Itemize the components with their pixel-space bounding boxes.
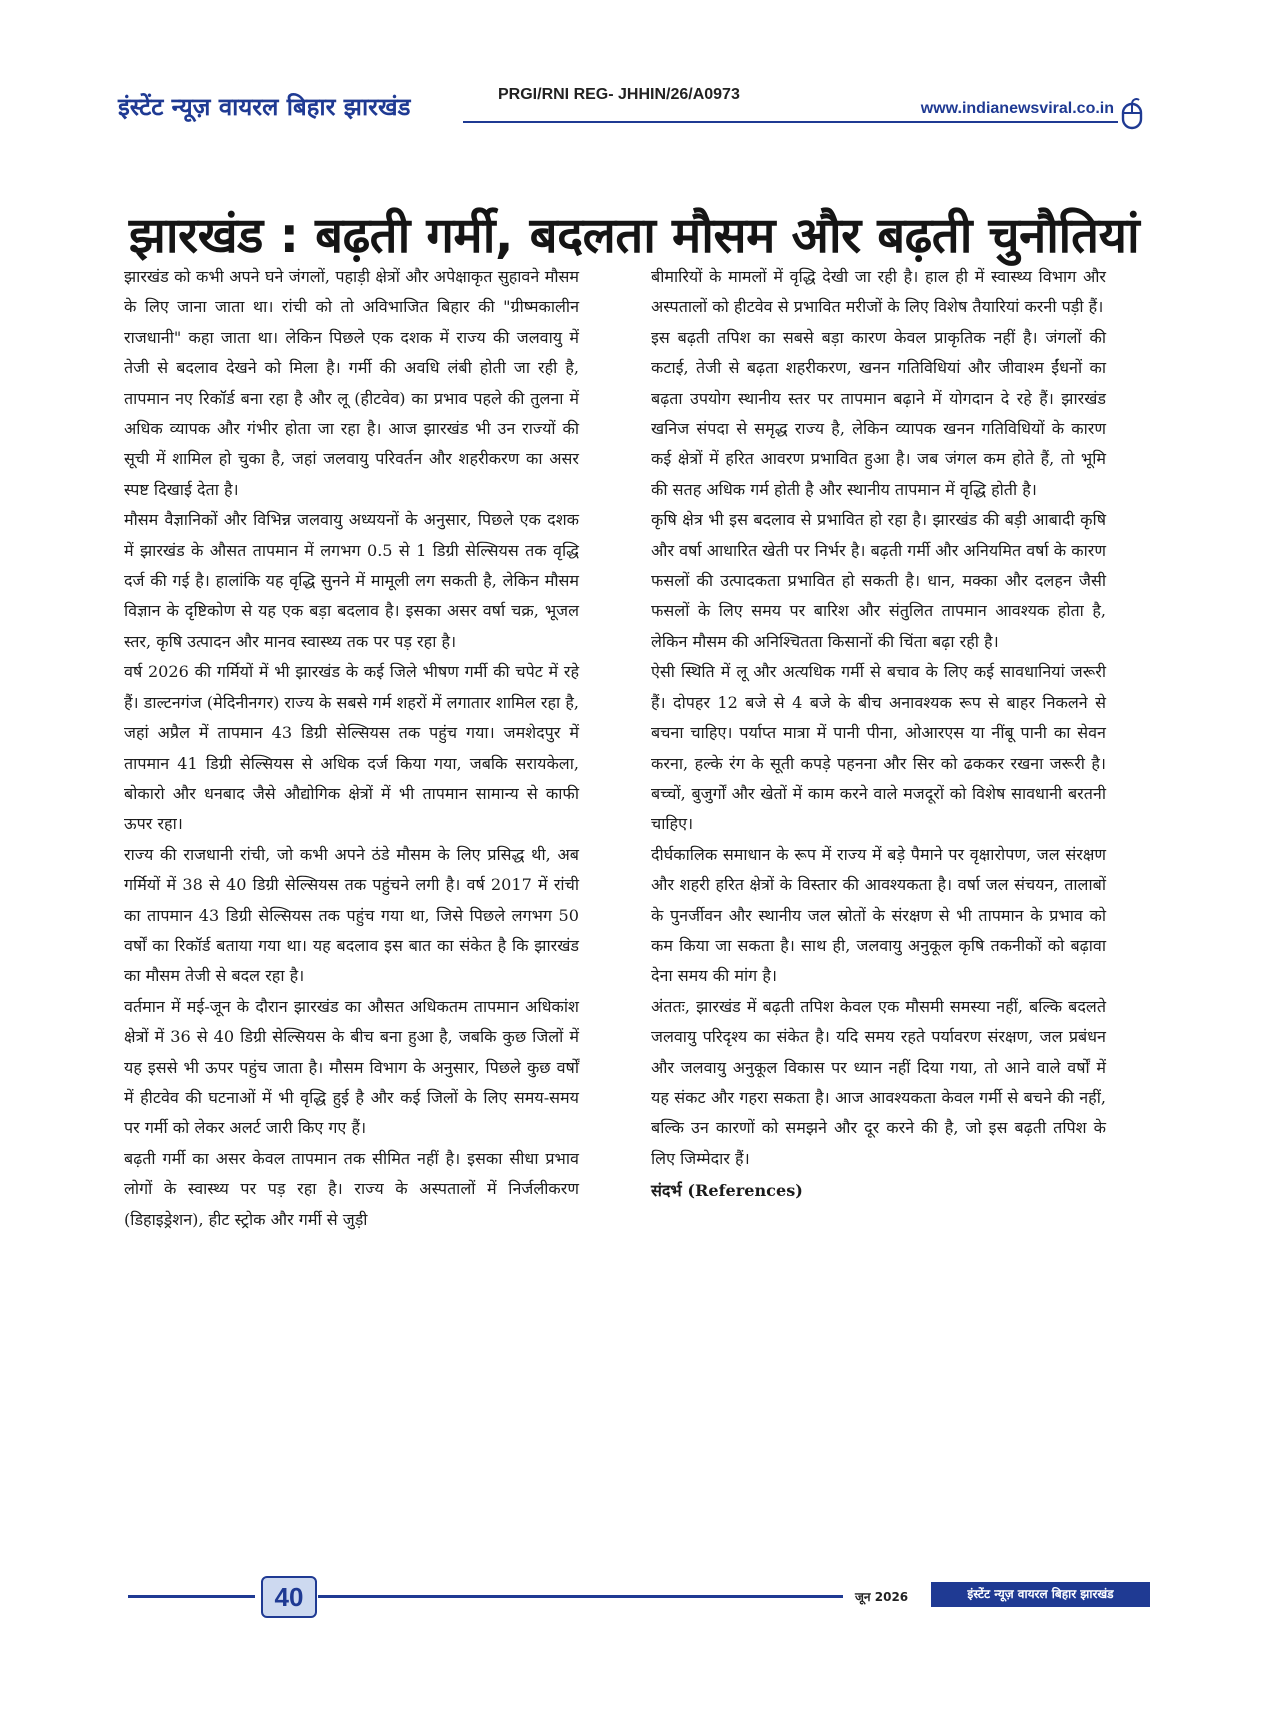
article-paragraph: इस बढ़ती तपिश का सबसे बड़ा कारण केवल प्राकृतिक नहीं है। जंगलों की कटाई, तेजी से बढ़ता शहरीकरण, खनन गतिविधियां और जीवाश्म ईंधनों का बढ़ता उपयोग स्थानीय स्तर पर तापमान बढ़ाने में योगदान दे रहे हैं। झारखंड खनिज संपदा से समृद्ध राज्य है, लेकिन व्यापक खनन गतिविधियों के कारण कई क्षेत्रों में हरित आवरण प्रभावित हुआ है। जब जंगल कम होते हैं, तो भूमि की सतह अधिक गर्म होती है और स्थानीय तापमान में वृद्धि होती है। [651, 327, 1106, 499]
article-paragraph: झारखंड को कभी अपने घने जंगलों, पहाड़ी क्षेत्रों और अपेक्षाकृत सुहावने मौसम के लिए जाना जाता था। रांची को तो अविभाजित बिहार की "ग्रीष्मकालीन राजधानी" कहा जाता था। लेकिन पिछले एक दशक में राज्य की जलवायु में तेजी से बदलाव देखने को मिला है। गर्मी की अवधि लंबी होती जा रही है, तापमान नए रिकॉर्ड बना रहा है और लू (हीटवेव) का प्रभाव पहले की तुलना में अधिक व्यापक और गंभीर होता जा रहा है। आज झारखंड भी उन राज्यों की सूची में शामिल हो चुका है, जहां जलवायु परिवर्तन और शहरीकरण का असर स्पष्ट दिखाई देता है। [124, 267, 579, 499]
issue-date: जून 2026 [855, 1590, 909, 1604]
article-paragraph: वर्ष 2026 की गर्मियों में भी झारखंड के कई जिले भीषण गर्मी की चपेट में रहे हैं। डाल्टनगंज (मेदिनीनगर) राज्य के सबसे गर्म शहरों में लगातार शामिल रहा है, जहां अप्रैल में तापमान 43 डिग्री सेल्सियस तक पहुंच गया। जमशेदपुर में तापमान 41 डिग्री सेल्सियस से अधिक दर्ज किया गया, जबकि सरायकेला, बोकारो और धनबाद जैसे औद्योगिक क्षेत्रों में भी तापमान सामान्य से काफी ऊपर रहा। [124, 662, 579, 834]
footer-divider-right [318, 1595, 843, 1598]
masthead [118, 86, 1148, 132]
references-heading: संदर्भ (References) [651, 1181, 803, 1201]
article-paragraph: बीमारियों के मामलों में वृद्धि देखी जा रही है। हाल ही में स्वास्थ्य विभाग और अस्पतालों को हीटवेव से प्रभावित मरीजों के लिए विशेष तैयारियां करनी पड़ी हैं। [651, 267, 1106, 317]
article-paragraph: राज्य की राजधानी रांची, जो कभी अपने ठंडे मौसम के लिए प्रसिद्ध थी, अब गर्मियों में 38 से 40 डिग्री सेल्सियस तक पहुंचने लगी है। वर्ष 2017 में रांची का तापमान 43 डिग्री सेल्सियस तक पहुंच गया था, जिसे पिछले लगभग 50 वर्षों का रिकॉर्ड बताया गया था। यह बदलाव इस बात का संकेत है कि झारखंड का मौसम तेजी से बदल रहा है। [124, 844, 579, 986]
website-link[interactable]: www.indianewsviral.co.in [920, 100, 1114, 117]
footer-brand: इंस्टेंट न्यूज़ वायरल बिहार झारखंड [931, 1582, 1150, 1607]
article-paragraph: ऐसी स्थिति में लू और अत्यधिक गर्मी से बचाव के लिए कई सावधानियां जरूरी हैं। दोपहर 12 बजे से 4 बजे के बीच अनावश्यक रूप से बाहर निकलने से बचना चाहिए। पर्याप्त मात्रा में पानी पीना, ओआरएस या नींबू पानी का सेवन करना, हल्के रंग के सूती कपड़े पहनना और सिर को ढककर रखना जरूरी है। बच्चों, बुजुर्गों और खेतों में काम करने वाले मजदूरों को विशेष सावधानी बरतनी चाहिए। [651, 662, 1106, 834]
masthead-divider [463, 121, 1118, 123]
article-paragraph: मौसम वैज्ञानिकों और विभिन्न जलवायु अध्ययनों के अनुसार, पिछले एक दशक में झारखंड के औसत तापमान में लगभग 0.5 से 1 डिग्री सेल्सियस तक वृद्धि दर्ज की गई है। हालांकि यह वृद्धि सुनने में मामूली लग सकती है, लेकिन मौसम विज्ञान के दृष्टिकोण से यह एक बड़ा बदलाव है। इसका असर वर्षा चक्र, भूजल स्तर, कृषि उत्पादन और मानव स्वास्थ्य तक पर पड़ रहा है। [124, 510, 579, 651]
article-column-left [124, 262, 579, 1235]
footer-divider-left [128, 1595, 255, 1598]
masthead-brand: इंस्टेंट न्यूज़ वायरल बिहार झारखंड [118, 93, 411, 121]
article-paragraph: अंततः, झारखंड में बढ़ती तपिश केवल एक मौसमी समस्या नहीं, बल्कि बदलते जलवायु परिदृश्य का संकेत है। यदि समय रहते पर्यावरण संरक्षण, जल प्रबंधन और जलवायु अनुकूल विकास पर ध्यान नहीं दिया गया, तो आने वाले वर्षों में यह संकट और गहरा सकता है। आज आवश्यकता केवल गर्मी से बचने की नहीं, बल्कि उन कारणों को समझने और दूर करने की है, जो इस बढ़ती तपिश के लिए जिम्मेदार हैं। [651, 996, 1106, 1168]
computer-mouse-icon [1120, 96, 1144, 130]
article-paragraph: दीर्घकालिक समाधान के रूप में राज्य में बड़े पैमाने पर वृक्षारोपण, जल संरक्षण और शहरी हरित क्षेत्रों के विस्तार की आवश्यकता है। वर्षा जल संचयन, तालाबों के पुनर्जीवन और स्थानीय जल स्रोतों के संरक्षण से भी तापमान के प्रभाव को कम किया जा सकता है। साथ ही, जलवायु अनुकूल कृषि तकनीकों को बढ़ावा देना समय की मांग है। [651, 844, 1106, 986]
article-column-right [651, 262, 1106, 1207]
article-paragraph: वर्तमान में मई-जून के दौरान झारखंड का औसत अधिकतम तापमान अधिकांश क्षेत्रों में 36 से 40 डिग्री सेल्सियस के बीच बना हुआ है, जबकि कुछ जिलों में यह इससे भी ऊपर पहुंच जाता है। मौसम विभाग के अनुसार, पिछले कुछ वर्षों में हीटवेव की घटनाओं में भी वृद्धि हुई है और कई जिलों के लिए समय-समय पर गर्मी को लेकर अलर्ट जारी किए गए हैं। [124, 996, 579, 1138]
page-number: 40 [261, 1576, 317, 1618]
article-paragraph: कृषि क्षेत्र भी इस बदलाव से प्रभावित हो रहा है। झारखंड की बड़ी आबादी कृषि और वर्षा आधारित खेती पर निर्भर है। बढ़ती गर्मी और अनियमित वर्षा के कारण फसलों की उत्पादकता प्रभावित हो सकती है। धान, मक्का और दलहन जैसी फसलों के लिए समय पर बारिश और संतुलित तापमान आवश्यक होता है, लेकिन मौसम की अनिश्चितता किसानों की चिंता बढ़ा रही है। [651, 510, 1106, 651]
article-title: झारखंड : बढ़ती गर्मी, बदलता मौसम और बढ़ती चुनौतियां [128, 206, 1140, 264]
registration-number: PRGI/RNI REG- JHHIN/26/A0973 [498, 86, 740, 103]
article-paragraph: बढ़ती गर्मी का असर केवल तापमान तक सीमित नहीं है। इसका सीधा प्रभाव लोगों के स्वास्थ्य पर पड़ रहा है। राज्य के अस्पतालों में निर्जलीकरण (डिहाइड्रेशन), हीट स्ट्रोक और गर्मी से जुड़ी [124, 1148, 579, 1229]
